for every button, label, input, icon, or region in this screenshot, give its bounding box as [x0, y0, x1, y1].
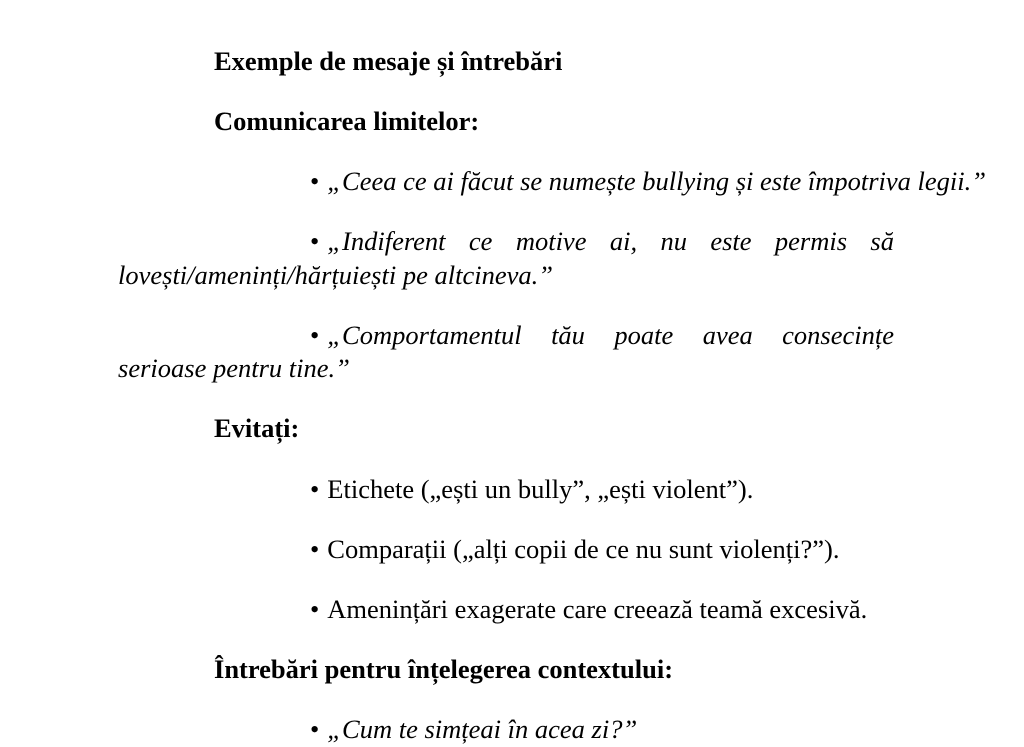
bullet-glyph-icon: •: [310, 714, 320, 745]
bullet-comparatii: [118, 533, 894, 567]
heading-exemple: [118, 45, 894, 79]
bullet-glyph-icon: •: [310, 319, 320, 350]
bullet-etichete-text: Etichete („ești un bully”, „ești violent”).: [327, 473, 754, 504]
bullet-comportamentul-tau-text: „Comportamentul tău poate avea consecințe serioase pentru tine.”: [118, 319, 894, 384]
heading-evitati-text: Evitați:: [214, 413, 300, 444]
bullet-indiferent-ce-motive-text: „Indiferent ce motive ai, nu este permis să lovești/ameninți/hărțuiești pe altcineva.”: [118, 225, 894, 290]
bullet-amenintari-text: Amenințări exagerate care creează teamă excesivă.: [327, 593, 868, 624]
bullet-ceea-ce-ai-facut: [118, 165, 986, 199]
document-body: [118, 45, 986, 747]
bullet-glyph-icon: •: [310, 593, 320, 624]
heading-intrebari-context: [118, 653, 894, 687]
bullet-cum-te-simteai: [118, 713, 894, 747]
bullet-comparatii-text: Comparații („alți copii de ce nu sunt violenți?”).: [327, 533, 840, 564]
heading-comunicarea-limitelor-text: Comunicarea limitelor:: [214, 105, 480, 136]
bullet-indiferent-ce-motive: [118, 225, 894, 292]
bullet-cum-te-simteai-text: „Cum te simțeai în acea zi?”: [327, 714, 638, 745]
heading-evitati: [118, 412, 894, 446]
bullet-glyph-icon: •: [310, 225, 320, 256]
bullet-glyph-icon: •: [310, 473, 320, 504]
bullet-amenintari: [118, 593, 894, 627]
heading-exemple-text: Exemple de mesaje și întrebări: [214, 45, 563, 76]
heading-intrebari-context-text: Întrebări pentru înțelegerea contextului:: [214, 654, 674, 685]
bullet-glyph-icon: •: [310, 165, 320, 196]
bullet-comportamentul-tau: [118, 319, 894, 386]
bullet-glyph-icon: •: [310, 533, 320, 564]
bullet-etichete: [118, 473, 894, 507]
bullet-ceea-ce-ai-facut-text: „Ceea ce ai făcut se numește bullying și este împotriva legii.”: [327, 165, 986, 196]
heading-comunicarea-limitelor: [118, 105, 894, 139]
